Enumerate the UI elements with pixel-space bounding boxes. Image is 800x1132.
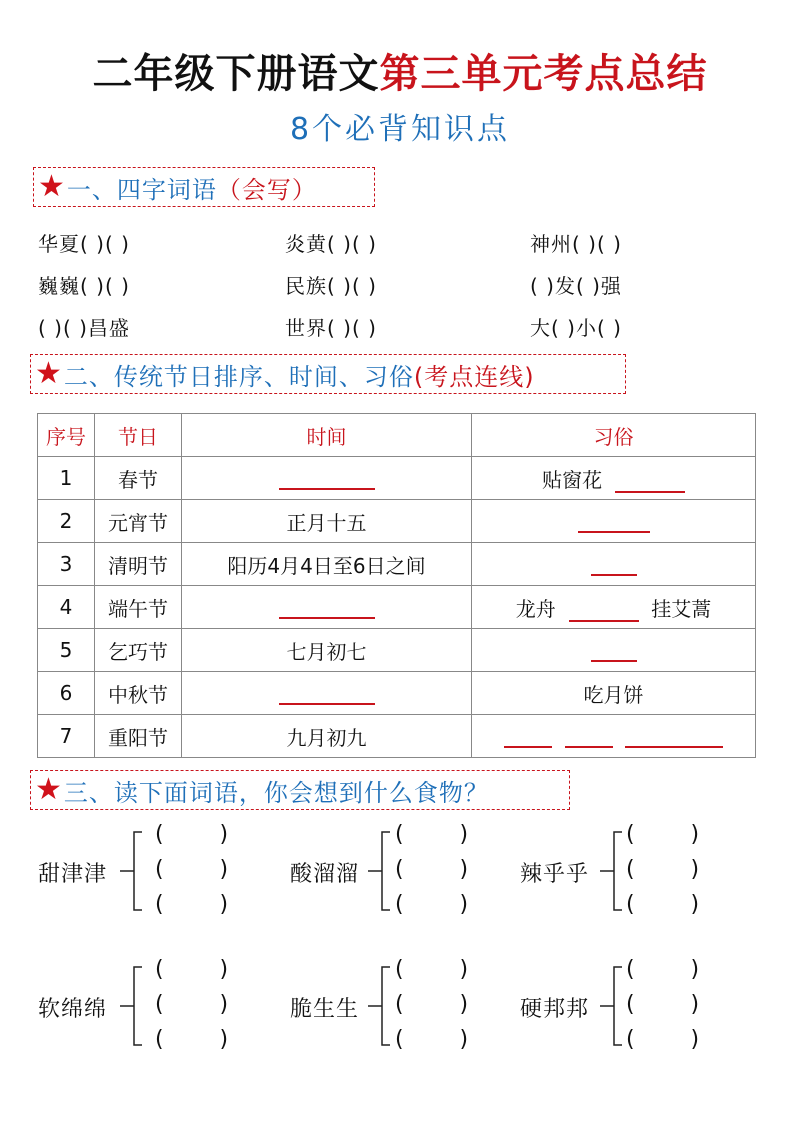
section2-title: 二、传统节日排序、时间、习俗(考点连线): [63, 362, 535, 391]
section3-header: [30, 770, 570, 810]
col-header-number: 序号: [38, 414, 95, 457]
word-item: 世界( )( ): [285, 316, 377, 340]
custom-cell[interactable]: [472, 586, 756, 629]
row-number: 4: [38, 586, 95, 629]
table-row: [38, 457, 756, 500]
row-number: 1: [38, 457, 95, 500]
word-item: 神州( )( ): [530, 232, 622, 256]
answer-blank[interactable]: ( ): [626, 992, 700, 1017]
custom-cell[interactable]: [472, 543, 756, 586]
section3-title: 三、读下面词语，你会想到什么食物？: [63, 778, 489, 807]
answer-blank[interactable]: ( ): [155, 992, 229, 1017]
word-item: 巍巍( )( ): [38, 274, 130, 298]
brace-icon: [362, 963, 392, 1049]
festival-name: 中秋节: [95, 672, 182, 715]
festival-name: 端午节: [95, 586, 182, 629]
section1-header: [33, 167, 375, 207]
answer-line: [569, 598, 639, 622]
word-item: 华夏( )( ): [38, 232, 130, 256]
col-header-custom: 习俗: [472, 414, 756, 457]
answer-line: [615, 469, 685, 493]
food-word: 辣乎乎: [520, 862, 590, 887]
festival-name: 春节: [95, 457, 182, 500]
answer-blank[interactable]: ( ): [626, 857, 700, 882]
brace-icon: [594, 828, 624, 914]
custom-cell[interactable]: [472, 500, 756, 543]
answer-blank[interactable]: ( ): [395, 892, 469, 917]
answer-blank[interactable]: ( ): [155, 1027, 229, 1052]
col-header-festival: 节日: [95, 414, 182, 457]
custom-text: 挂艾蒿: [651, 596, 712, 621]
answer-line: [578, 509, 650, 533]
food-word: 脆生生: [290, 997, 360, 1022]
custom-cell[interactable]: [472, 629, 756, 672]
answer-blank[interactable]: ( ): [626, 822, 700, 847]
answer-line: [279, 595, 375, 619]
answer-blank[interactable]: ( ): [395, 822, 469, 847]
row-number: 5: [38, 629, 95, 672]
festival-name: 乞巧节: [95, 629, 182, 672]
table-row: [38, 586, 756, 629]
brace-icon: [114, 963, 144, 1049]
star-icon: ★: [35, 356, 62, 391]
answer-blank[interactable]: ( ): [626, 1027, 700, 1052]
word-item: ( )发( )强: [530, 274, 622, 298]
answer-blank[interactable]: ( ): [395, 857, 469, 882]
table-header-row: [38, 414, 756, 457]
time-text: 阳历4月4日至6日之间: [182, 543, 472, 586]
row-number: 6: [38, 672, 95, 715]
table-row: [38, 672, 756, 715]
food-word: 酸溜溜: [290, 862, 360, 887]
brace-icon: [362, 828, 392, 914]
table-row: [38, 543, 756, 586]
table-row: [38, 629, 756, 672]
food-word: 硬邦邦: [520, 997, 590, 1022]
word-item: 大( )小( ): [530, 316, 622, 340]
time-blank[interactable]: [182, 457, 472, 500]
answer-blank[interactable]: ( ): [395, 1027, 469, 1052]
word-item: 炎黄( )( ): [285, 232, 377, 256]
festival-name: 元宵节: [95, 500, 182, 543]
star-icon: ★: [35, 772, 62, 807]
festival-name: 清明节: [95, 543, 182, 586]
title-part-red: 第三单元考点总结: [379, 51, 708, 97]
title-part-black: 二年级下册语文: [92, 51, 380, 97]
answer-blank[interactable]: ( ): [155, 892, 229, 917]
answer-line: [279, 681, 375, 705]
section2-header: [30, 354, 626, 394]
word-item: 民族( )( ): [285, 274, 377, 298]
brace-icon: [594, 963, 624, 1049]
answer-blank[interactable]: ( ): [395, 957, 469, 982]
time-blank[interactable]: [182, 586, 472, 629]
page-subtitle: 8个必背知识点: [289, 112, 511, 147]
table-row: [38, 715, 756, 758]
answer-line: [591, 552, 637, 576]
page-title: [0, 42, 800, 99]
section1-title: 一、四字词语（会写）: [66, 175, 317, 204]
star-icon: ★: [38, 169, 65, 204]
answer-blank[interactable]: ( ): [626, 957, 700, 982]
answer-line: [279, 466, 375, 490]
time-text: 正月十五: [182, 500, 472, 543]
row-number: 2: [38, 500, 95, 543]
answer-line: [625, 724, 723, 748]
row-number: 7: [38, 715, 95, 758]
answer-blank[interactable]: ( ): [155, 857, 229, 882]
time-text: 九月初九: [182, 715, 472, 758]
answer-line: [504, 724, 552, 748]
festival-name: 重阳节: [95, 715, 182, 758]
custom-text: 吃月饼: [472, 672, 756, 715]
festival-table: [37, 413, 756, 758]
time-text: 七月初七: [182, 629, 472, 672]
custom-cell[interactable]: [472, 715, 756, 758]
answer-blank[interactable]: ( ): [395, 992, 469, 1017]
answer-blank[interactable]: ( ): [626, 892, 700, 917]
answer-blank[interactable]: ( ): [155, 822, 229, 847]
brace-icon: [114, 828, 144, 914]
answer-blank[interactable]: ( ): [155, 957, 229, 982]
custom-cell[interactable]: [472, 457, 756, 500]
food-word: 软绵绵: [38, 997, 108, 1022]
time-blank[interactable]: [182, 672, 472, 715]
col-header-time: 时间: [182, 414, 472, 457]
custom-text: 贴窗花: [542, 467, 603, 492]
custom-text: 龙舟: [515, 596, 556, 621]
food-word: 甜津津: [38, 862, 108, 887]
table-row: [38, 500, 756, 543]
word-item: ( )( )昌盛: [38, 316, 130, 340]
row-number: 3: [38, 543, 95, 586]
answer-line: [591, 638, 637, 662]
answer-line: [565, 724, 613, 748]
